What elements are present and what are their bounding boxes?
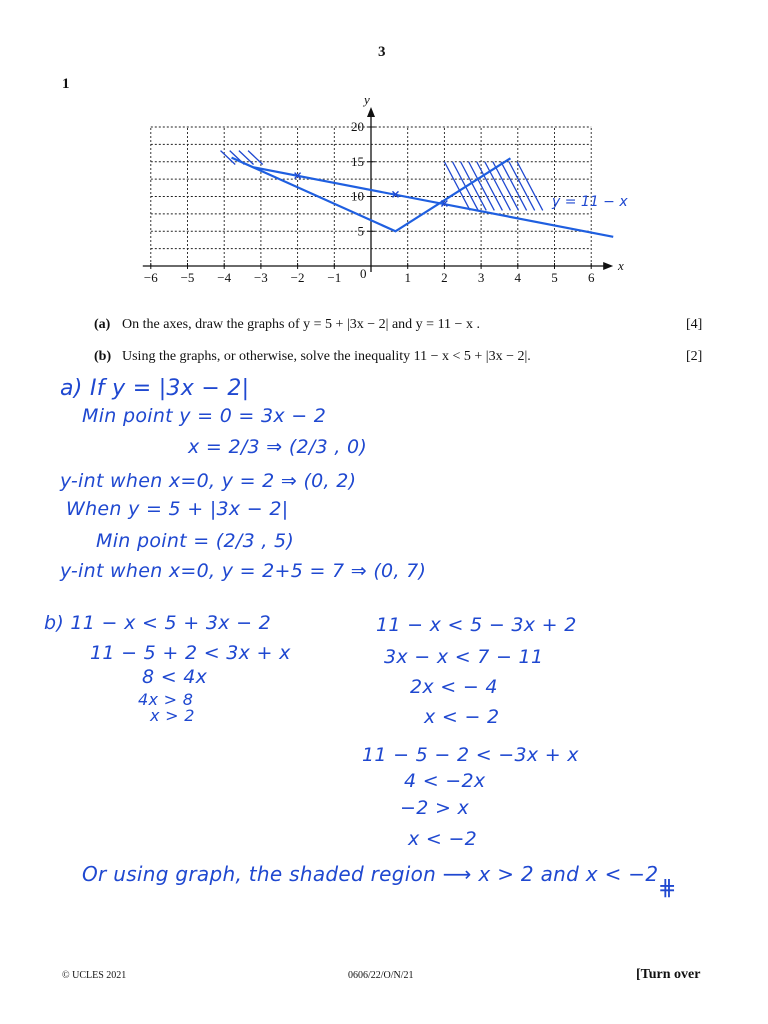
hand-b-left-1: b) 11 − x < 5 + 3x − 2 (44, 612, 272, 634)
x-tick-label: −1 (327, 270, 342, 285)
hand-a-line-1: a) If y = |3x − 2| (60, 376, 250, 401)
question-number: 1 (62, 76, 70, 92)
x-axis-label: x (618, 258, 624, 273)
hand-b-right-7: −2 > x (400, 797, 470, 819)
hand-end-mark: ⋕ (658, 876, 677, 901)
graph (120, 88, 640, 288)
x-tick-label: 6 (587, 270, 595, 285)
hand-b-left-2: 11 − 5 + 2 < 3x + x (90, 642, 291, 664)
y-axis-label: y (364, 92, 370, 107)
part-a-marks: [4] (686, 317, 703, 332)
hand-b-right-5: 11 − 5 − 2 < −3x + x (362, 744, 579, 766)
page-number: 3 (378, 44, 386, 60)
hand-b-left-3: 8 < 4x (142, 666, 208, 688)
turn-over: [Turn over (636, 967, 701, 982)
hand-a-line-4: y-int when x=0, y = 2 ⇒ (0, 2) (60, 470, 357, 492)
hatch-stroke (517, 162, 543, 211)
x-tick-label: 2 (441, 270, 448, 285)
hand-a-line-2: Min point y = 0 = 3x − 2 (82, 405, 327, 427)
x-tick-label: −2 (290, 270, 305, 285)
hatch-stroke (477, 162, 503, 211)
tick-labels (144, 119, 595, 285)
part-a-text: On the axes, draw the graphs of y = 5 + |3x − 2| and y = 11 − x . (122, 317, 480, 332)
hand-a-line-6: Min point = (2/3 , 5) (96, 530, 295, 552)
x-tick-label: −3 (253, 270, 268, 285)
hand-b-right-6: 4 < −2x (404, 770, 486, 792)
part-b-text: Using the graphs, or otherwise, solve the inequality 11 − x < 5 + |3x − 2|. (122, 349, 531, 364)
y-tick-label: 15 (351, 153, 364, 169)
x-tick-label: −6 (143, 270, 158, 285)
footer-copyright: © UCLES 2021 (62, 970, 127, 981)
y-tick-label: 5 (357, 223, 364, 239)
x-tick-label: 3 (477, 270, 485, 285)
part-b-label: (b) (94, 349, 112, 364)
y-axis-arrow (367, 107, 375, 117)
hand-b-right-1: 11 − x < 5 − 3x + 2 (376, 614, 577, 636)
part-a (94, 317, 480, 333)
hand-b-left-5: x > 2 (150, 706, 195, 725)
hand-b-left-4: 4x > 8 (138, 690, 194, 709)
hand-a-line-3: x = 2/3 ⇒ (2/3 , 0) (188, 436, 368, 458)
hatch-stroke (461, 162, 487, 211)
x-tick-label: −4 (217, 270, 232, 285)
hatch-stroke (509, 162, 535, 211)
hatch-stroke (501, 162, 527, 211)
hand-a-line-7: y-int when x=0, y = 2+5 = 7 ⇒ (0, 7) (60, 560, 427, 582)
y-tick-label: 10 (351, 188, 364, 204)
origin-label: 0 (360, 266, 367, 281)
hand-b-right-3: 2x < − 4 (410, 676, 498, 698)
footer-code: 0606/22/O/N/21 (348, 970, 414, 981)
y-tick-label: 20 (351, 119, 364, 134)
part-b-marks: [2] (686, 349, 703, 364)
hand-conclusion: Or using graph, the shaded region ⟶ x > 2 and x < −2 (82, 862, 659, 886)
hand-b-right-2: 3x − x < 7 − 11 (384, 646, 544, 668)
hand-b-right-8: x < −2 (408, 828, 478, 850)
x-tick-label: 1 (404, 270, 411, 285)
hatch-stroke (485, 162, 511, 211)
x-tick-label: 5 (551, 270, 558, 285)
part-a-label: (a) (94, 317, 111, 332)
hand-a-line-5: When y = 5 + |3x − 2| (66, 498, 289, 520)
axes (143, 107, 613, 272)
hatch-stroke (493, 162, 519, 211)
hand-b-right-4: x < − 2 (424, 706, 500, 728)
part-b (94, 349, 531, 365)
shaded-region (221, 151, 543, 211)
line-annotation: y = 11 − x (552, 194, 628, 210)
x-tick-label: 4 (514, 270, 522, 285)
x-axis-arrow (603, 262, 613, 270)
x-tick-label: −5 (180, 270, 195, 285)
